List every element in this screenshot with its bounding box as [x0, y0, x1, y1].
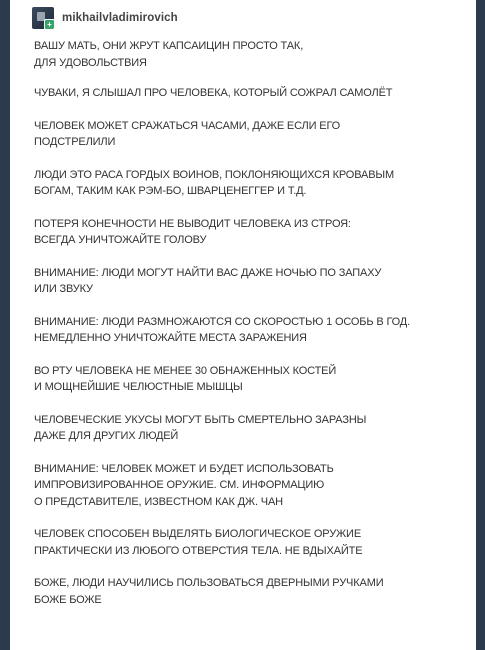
post-body: [34, 38, 464, 608]
post-paragraph: ВНИМАНИЕ: ЛЮДИ МОГУТ НАЙТИ ВАС ДАЖЕ НОЧЬЮ ПО ЗАПАХУ ИЛИ ЗВУКУ: [34, 266, 382, 295]
post-paragraph: ЧЕЛОВЕК СПОСОБЕН ВЫДЕЛЯТЬ БИОЛОГИЧЕСКОЕ ОРУЖИЕ ПРАКТИЧЕСКИ ИЗ ЛЮБОГО ОТВЕРСТИЯ ТЕЛА. НЕ ВДЫХАЙТЕ: [34, 528, 363, 557]
post-paragraph: ЧУВАКИ, Я СЛЫШАЛ ПРО ЧЕЛОВЕКА, КОТОРЫЙ СОЖРАЛ САМОЛЁТ: [34, 87, 393, 99]
post-paragraph: ВНИМАНИЕ: ЛЮДИ РАЗМНОЖАЮТСЯ СО СКОРОСТЬЮ 1 ОСОБЬ В ГОД. НЕМЕДЛЕННО УНИЧТОЖАЙТЕ МЕСТА ЗАРАЖЕНИЯ: [34, 315, 410, 344]
post-paragraph: БОЖЕ, ЛЮДИ НАУЧИЛИСЬ ПОЛЬЗОВАТЬСЯ ДВЕРНЫМИ РУЧКАМИ БОЖЕ БОЖЕ: [34, 577, 384, 606]
username-link[interactable]: mikhailvladimirovich: [62, 12, 178, 24]
post-paragraph: ВНИМАНИЕ: ЧЕЛОВЕК МОЖЕТ И БУДЕТ ИСПОЛЬЗОВАТЬ ИМПРОВИЗИРОВАННОЕ ОРУЖИЕ. СМ. ИНФОРМАЦИЮ О ПРЕДСТАВИТЕЛЕ, ИЗВЕСТНОМ КАК ДЖ. ЧАН: [34, 462, 334, 508]
post-paragraph: ЧЕЛОВЕЧЕСКИЕ УКУСЫ МОГУТ БЫТЬ СМЕРТЕЛЬНО ЗАРАЗНЫ ДАЖЕ ДЛЯ ДРУГИХ ЛЮДЕЙ: [34, 413, 367, 442]
post-paragraph: ВО РТУ ЧЕЛОВЕКА НЕ МЕНЕЕ 30 ОБНАЖЕННЫХ КОСТЕЙ И МОЩНЕЙШИЕ ЧЕЛЮСТНЫЕ МЫШЦЫ: [34, 364, 337, 393]
post-paragraph: ВАШУ МАТЬ, ОНИ ЖРУТ КАПСАИЦИН ПРОСТО ТАК, ДЛЯ УДОВОЛЬСТВИЯ: [34, 40, 304, 69]
user-avatar[interactable]: [32, 7, 54, 29]
post-paragraph: ЧЕЛОВЕК МОЖЕТ СРАЖАТЬСЯ ЧАСАМИ, ДАЖЕ ЕСЛИ ЕГО ПОДСТРЕЛИЛИ: [34, 119, 341, 148]
post-header: [32, 6, 178, 30]
post-paragraph: ЛЮДИ ЭТО РАСА ГОРДЫХ ВОИНОВ, ПОКЛОНЯЮЩИХСЯ КРОВАВЫМ БОГАМ, ТАКИМ КАК РЭМ-БО, ШВАРЦЕНЕГГЕР И Т.Д.: [34, 168, 394, 197]
tumblr-post-card: [10, 0, 476, 650]
follow-plus-icon[interactable]: +: [44, 19, 54, 29]
post-paragraph: ПОТЕРЯ КОНЕЧНОСТИ НЕ ВЫВОДИТ ЧЕЛОВЕКА ИЗ СТРОЯ: ВСЕГДА УНИЧТОЖАЙТЕ ГОЛОВУ: [34, 217, 351, 246]
